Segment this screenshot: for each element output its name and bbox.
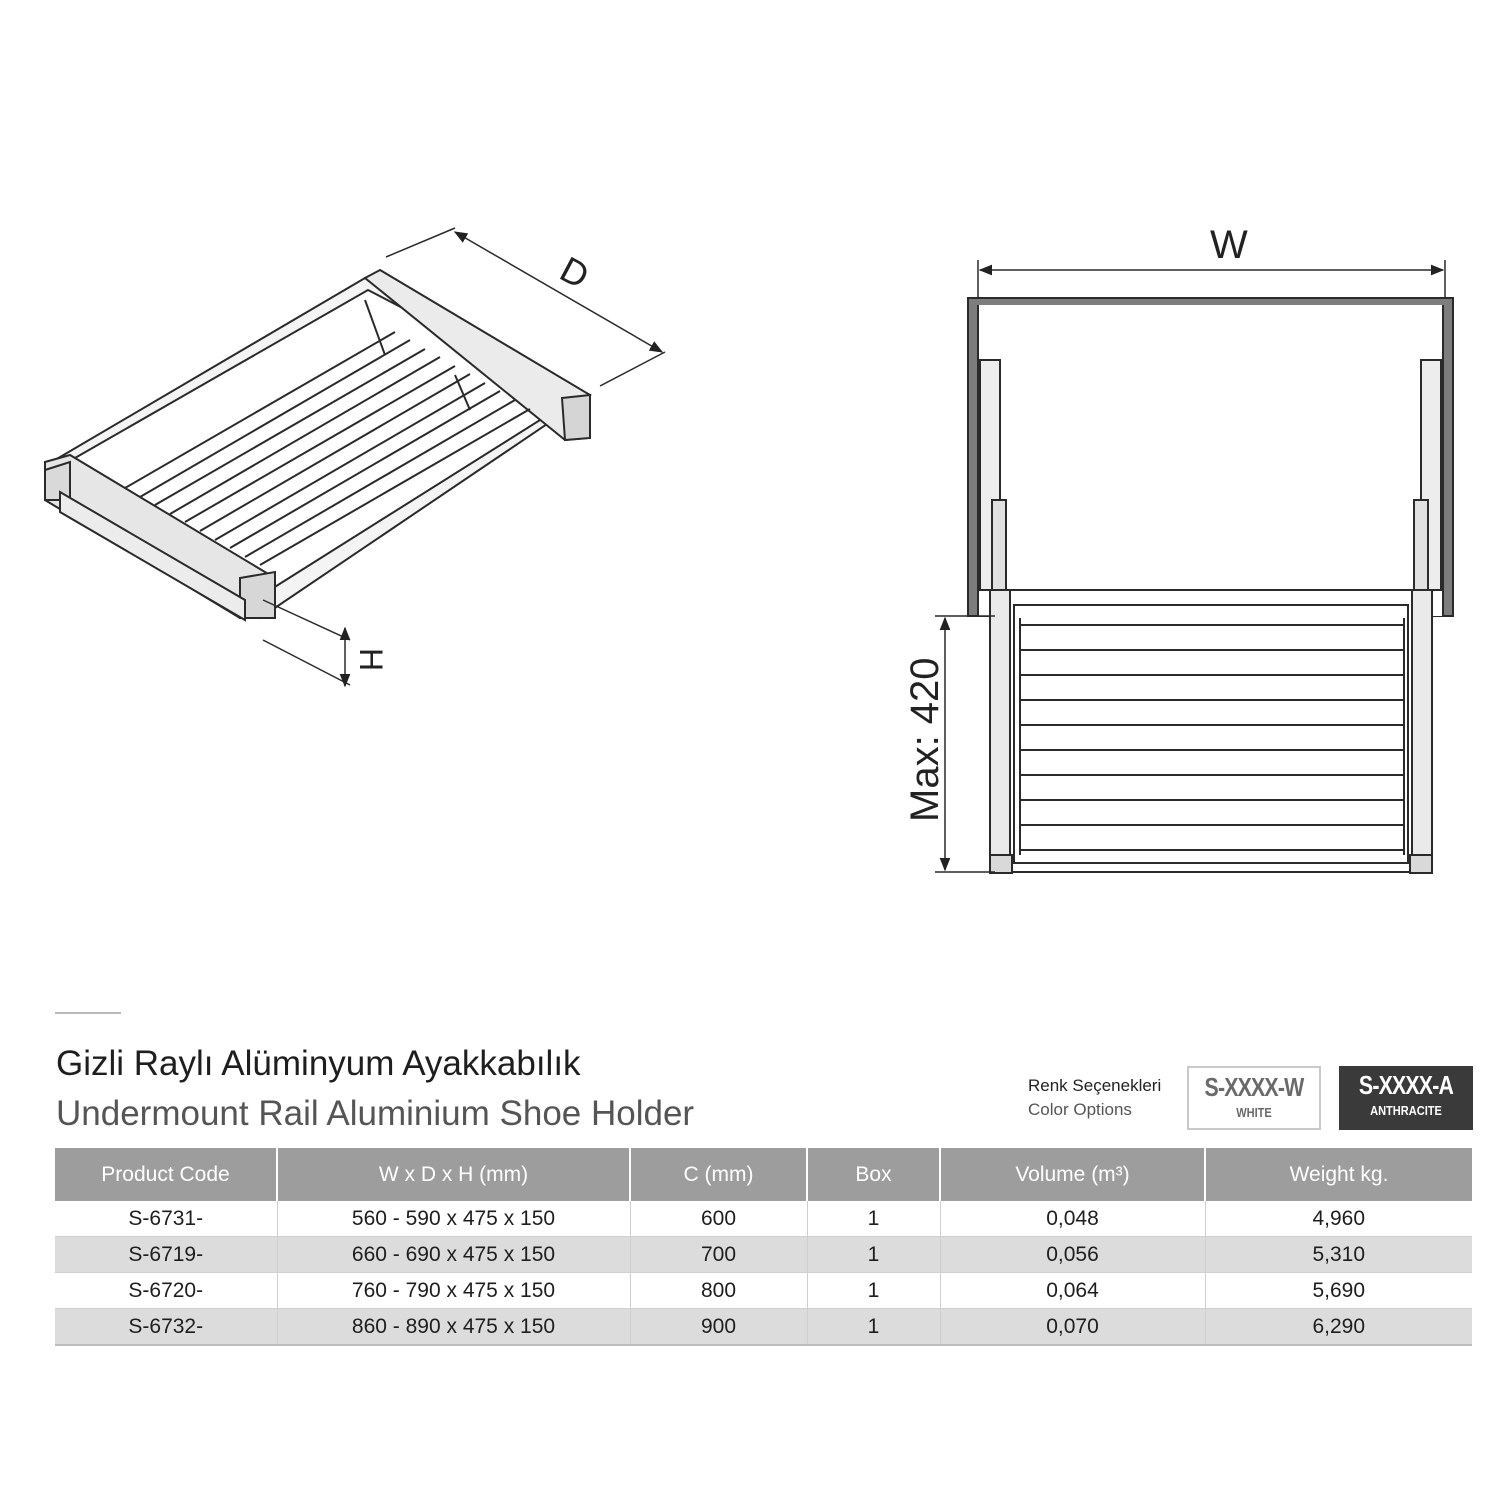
color-options-label-tr: Renk Seçenekleri	[1028, 1076, 1162, 1095]
table-row	[55, 1273, 1472, 1309]
cell-product-code: S-6719-	[55, 1237, 277, 1273]
cell-dimensions: 660 - 690 x 475 x 150	[277, 1237, 630, 1273]
header-c: C (mm)	[630, 1148, 807, 1201]
color-swatch-white	[1187, 1066, 1321, 1130]
cell-weight: 6,290	[1205, 1309, 1472, 1346]
header-product-code: Product Code	[55, 1148, 277, 1201]
header-volume: Volume (m³)	[940, 1148, 1205, 1201]
cell-weight: 5,310	[1205, 1237, 1472, 1273]
cell-volume: 0,056	[940, 1237, 1205, 1273]
top-view	[968, 260, 1453, 873]
table-row	[55, 1309, 1472, 1346]
dimension-w-label: W	[1210, 223, 1248, 267]
cell-dimensions: 760 - 790 x 475 x 150	[277, 1273, 630, 1309]
cell-c: 900	[630, 1309, 807, 1346]
header-box: Box	[807, 1148, 940, 1201]
cell-box: 1	[807, 1309, 940, 1346]
cell-volume: 0,064	[940, 1273, 1205, 1309]
dimension-d-label: D	[553, 248, 596, 297]
cell-product-code: S-6731-	[55, 1201, 277, 1237]
title-english: Undermount Rail Aluminium Shoe Holder	[56, 1094, 695, 1133]
swatch-white-code: S-XXXX-W	[1204, 1072, 1304, 1102]
spec-table	[55, 1148, 1472, 1346]
cell-volume: 0,070	[940, 1309, 1205, 1346]
dimension-h-label: H	[353, 648, 389, 672]
swatch-anthracite-code: S-XXXX-A	[1358, 1070, 1454, 1100]
dimension-max-label: Max: 420	[903, 657, 947, 822]
cell-c: 600	[630, 1201, 807, 1237]
cell-weight: 5,690	[1205, 1273, 1472, 1309]
header-weight: Weight kg.	[1205, 1148, 1472, 1201]
swatch-white-name: WHITE	[1236, 1105, 1272, 1120]
cell-dimensions: 560 - 590 x 475 x 150	[277, 1201, 630, 1237]
divider	[55, 1012, 121, 1014]
table-row	[55, 1201, 1472, 1237]
header-dimensions: W x D x H (mm)	[277, 1148, 630, 1201]
table-row	[55, 1237, 1472, 1273]
cell-volume: 0,048	[940, 1201, 1205, 1237]
cell-box: 1	[807, 1273, 940, 1309]
cell-product-code: S-6732-	[55, 1309, 277, 1346]
swatch-anthracite-name: ANTHRACITE	[1370, 1103, 1442, 1118]
cell-box: 1	[807, 1237, 940, 1273]
table-header-row	[55, 1148, 1472, 1201]
title-turkish: Gizli Raylı Alüminyum Ayakkabılık	[56, 1044, 581, 1083]
color-options-label	[1028, 1074, 1161, 1122]
cell-weight: 4,960	[1205, 1201, 1472, 1237]
cell-box: 1	[807, 1201, 940, 1237]
cell-product-code: S-6720-	[55, 1273, 277, 1309]
color-swatch-anthracite	[1339, 1066, 1473, 1130]
cell-c: 700	[630, 1237, 807, 1273]
cell-dimensions: 860 - 890 x 475 x 150	[277, 1309, 630, 1346]
cell-c: 800	[630, 1273, 807, 1309]
color-options-label-en: Color Options	[1028, 1100, 1132, 1119]
